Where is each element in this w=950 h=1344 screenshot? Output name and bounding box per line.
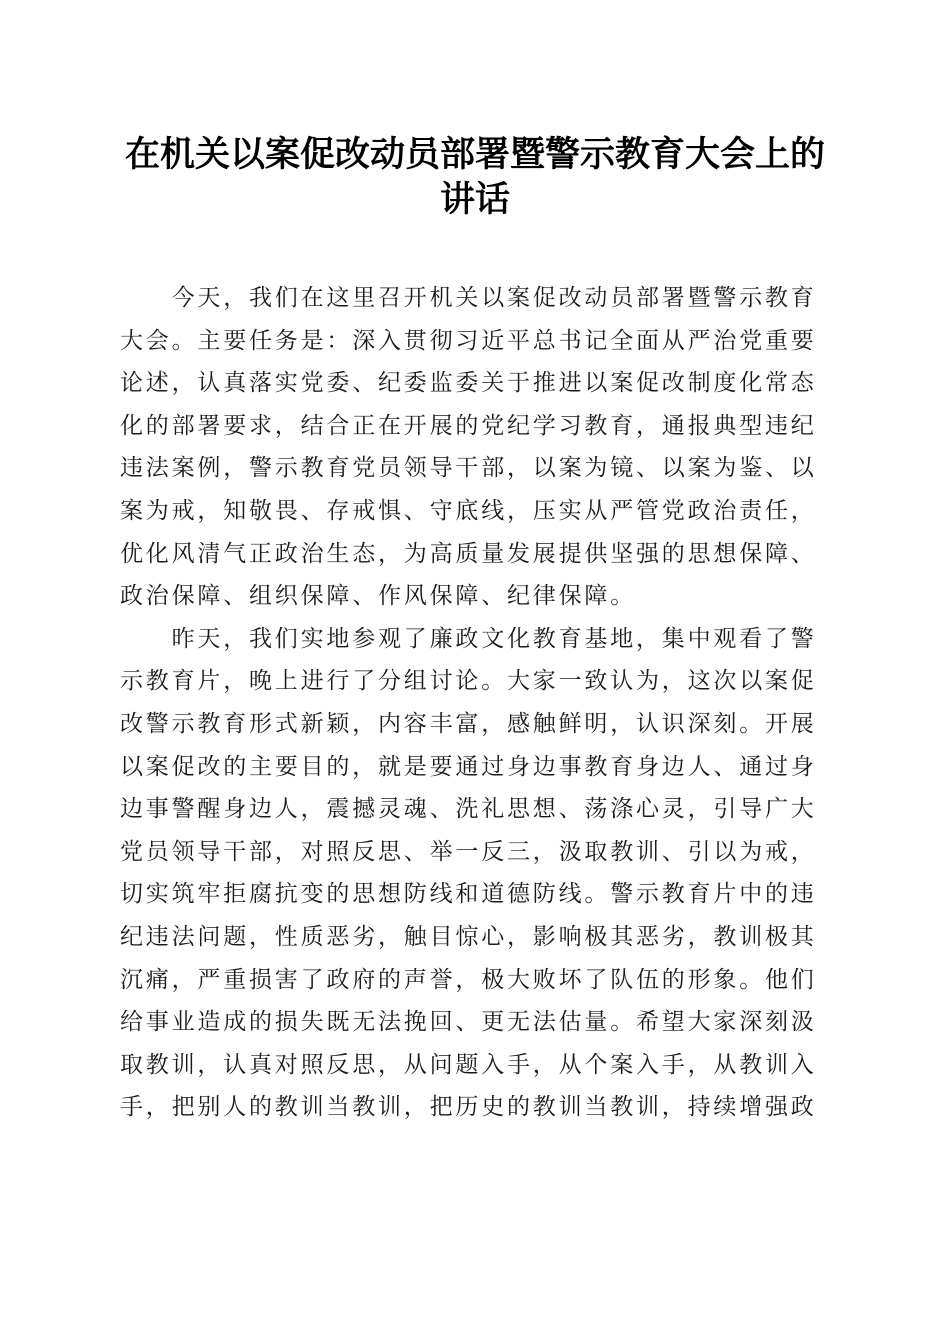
text-line: 给事业造成的损失既无法挽回、更无法估量。希望大家深刻汲 bbox=[120, 1009, 817, 1036]
paragraph bbox=[120, 277, 824, 618]
text-line: 优化风清气正政治生态，为高质量发展提供坚强的思想保障、 bbox=[120, 540, 817, 567]
text-line: 切实筑牢拒腐抗变的思想防线和道德防线。警示教育片中的违 bbox=[120, 881, 817, 908]
text-line: 政治保障、组织保障、作风保障、纪律保障。 bbox=[120, 583, 636, 610]
text-line: 纪违法问题，性质恶劣，触目惊心，影响极其恶劣，教训极其 bbox=[120, 923, 817, 950]
document-title bbox=[100, 132, 850, 222]
paragraph bbox=[120, 618, 824, 1129]
title-line: 讲话 bbox=[439, 179, 510, 220]
text-line: 今天，我们在这里召开机关以案促改动员部署暨警示教育 bbox=[120, 285, 817, 311]
document-body bbox=[120, 277, 824, 1129]
text-line: 论述，认真落实党委、纪委监委关于推进以案促改制度化常态 bbox=[120, 370, 817, 397]
text-line: 案为戒，知敬畏、存戒惧、守底线，压实从严管党政治责任， bbox=[120, 497, 817, 524]
title-line: 在机关以案促改动员部署暨警示教育大会上的 bbox=[124, 134, 825, 175]
text-line: 化的部署要求，结合正在开展的党纪学习教育，通报典型违纪 bbox=[120, 412, 817, 439]
text-line: 手，把别人的教训当教训，把历史的教训当教训，持续增强政 bbox=[120, 1094, 817, 1121]
text-line: 取教训，认真对照反思，从问题入手，从个案入手，从教训入 bbox=[120, 1051, 817, 1078]
text-line: 党员领导干部，对照反思、举一反三，汲取教训、引以为戒， bbox=[120, 838, 817, 865]
text-line: 改警示教育形式新颖，内容丰富，感触鲜明，认识深刻。开展 bbox=[120, 710, 817, 737]
text-line: 边事警醒身边人，震撼灵魂、洗礼思想、荡涤心灵，引导广大 bbox=[120, 796, 817, 823]
text-line: 违法案例，警示教育党员领导干部，以案为镜、以案为鉴、以 bbox=[120, 455, 817, 482]
text-line: 昨天，我们实地参观了廉政文化教育基地，集中观看了警 bbox=[120, 625, 817, 652]
text-line: 示教育片，晚上进行了分组讨论。大家一致认为，这次以案促 bbox=[120, 668, 817, 695]
text-line: 以案促改的主要目的，就是要通过身边事教育身边人、通过身 bbox=[120, 753, 817, 780]
text-line: 大会。主要任务是：深入贯彻习近平总书记全面从严治党重要 bbox=[120, 327, 817, 354]
text-line: 沉痛，严重损害了政府的声誉，极大败坏了队伍的形象。他们 bbox=[120, 966, 817, 993]
